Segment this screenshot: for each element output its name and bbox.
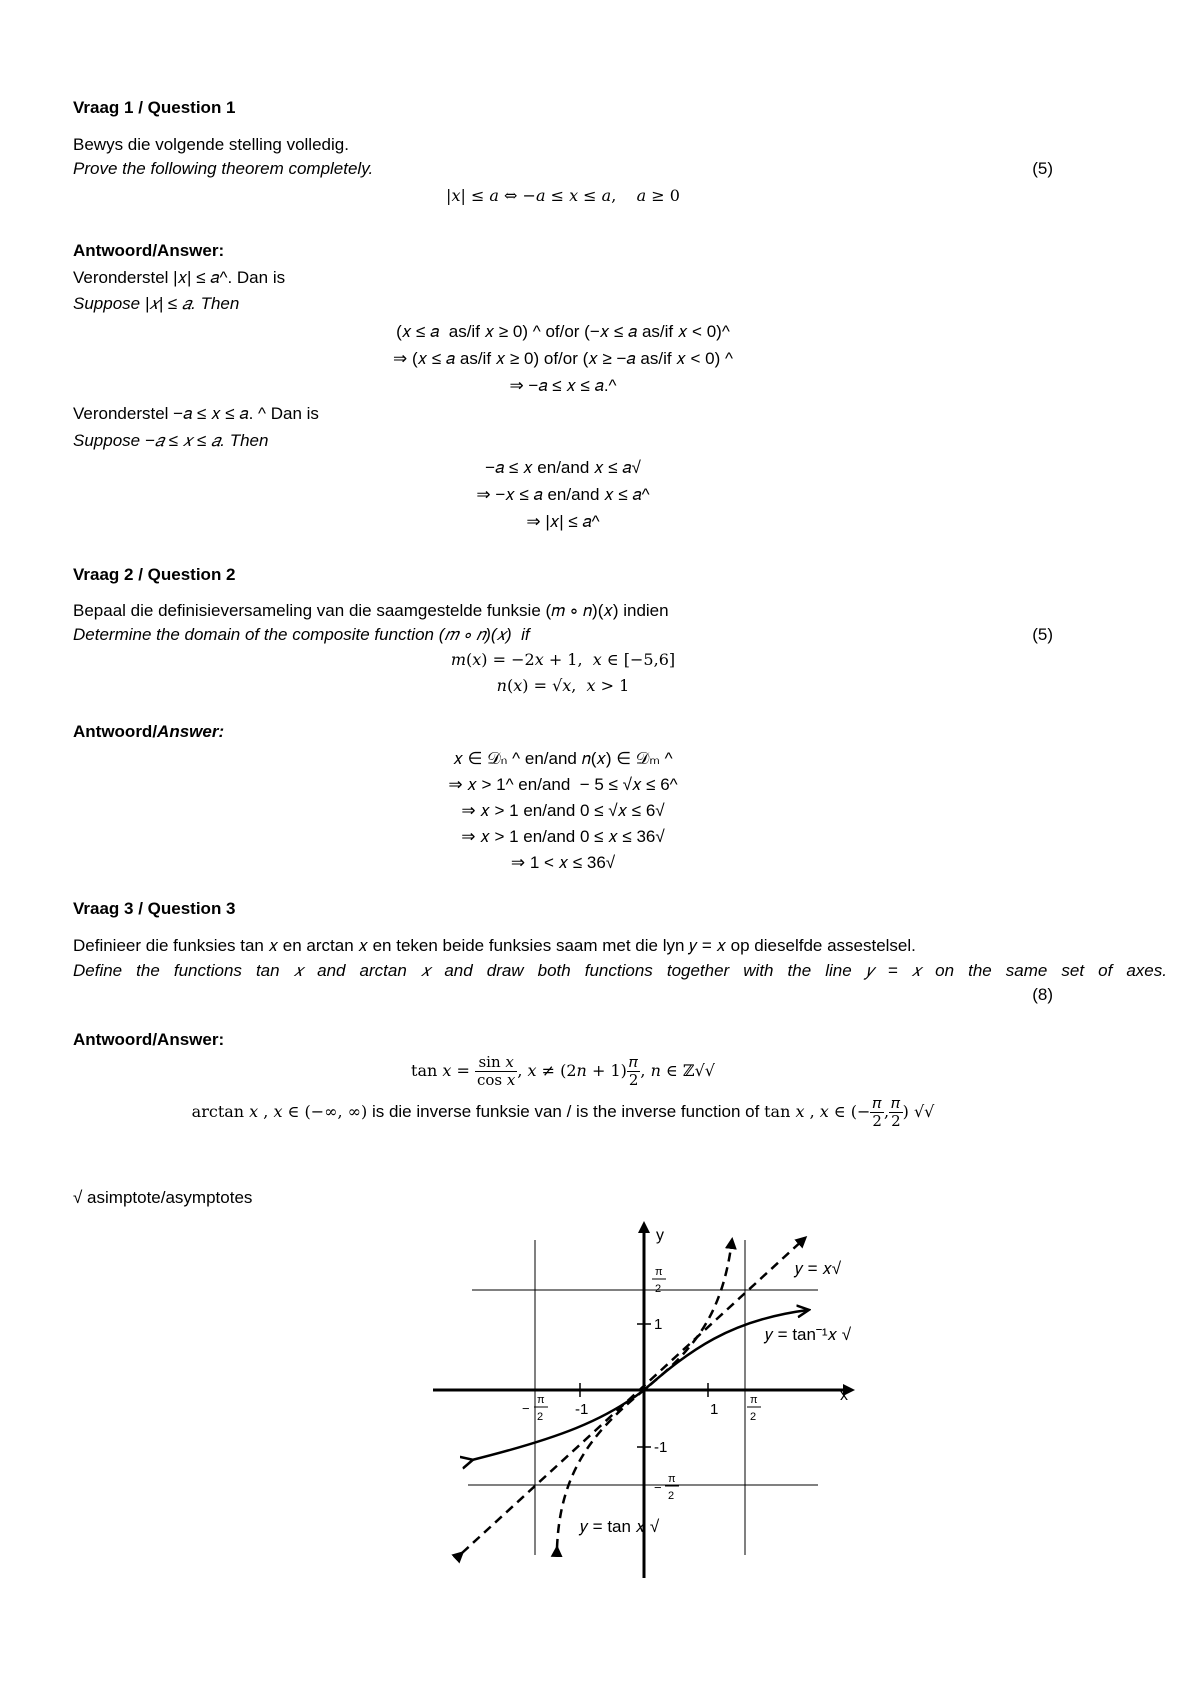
y-label-neg-pi-den: 2: [668, 1490, 675, 1502]
q2-answer-prefix: Antwoord/: [73, 722, 158, 741]
q1-suppose-en: Suppose |𝑥| ≤ 𝑎. Then: [73, 294, 240, 313]
q2-instruction-af: Bepaal die definisieversameling van die saamgestelde funksie (𝑚 ∘ 𝑛)(𝑥) indien: [73, 601, 669, 620]
q3-answer-heading: Antwoord/Answer:: [73, 1030, 225, 1049]
arctan-text: is die inverse funksie van / is the inverse function of: [367, 1102, 765, 1121]
x-label-neg-pi-num: π: [537, 1394, 545, 1406]
y-label-neg-pi-minus: −: [654, 1480, 662, 1495]
q1-step-5: ⇒ −𝑥 ≤ 𝑎 en/and 𝑥 ≤ 𝑎^: [476, 485, 650, 504]
y-label-1: 1: [654, 1316, 663, 1333]
interval-close: ) √√: [902, 1102, 935, 1121]
q2-step-2: ⇒ 𝑥 > 1^ en/and − 5 ≤ √𝑥 ≤ 6^: [448, 775, 678, 794]
y-label-pi-num: π: [655, 1266, 663, 1278]
cos-denominator: cos 𝑥: [477, 1071, 516, 1090]
q2-step-5: ⇒ 1 < 𝑥 ≤ 36√: [510, 853, 616, 872]
tan-integer-condition: , 𝑛 ∈ ℤ√√: [640, 1061, 715, 1080]
arctan-domain: arctan 𝑥 , 𝑥 ∈ (−∞, ∞): [191, 1102, 368, 1121]
interval-comma: ,: [883, 1102, 890, 1121]
arctan-curve: [472, 1310, 808, 1460]
q1-suppose2-af: Veronderstel −𝑎 ≤ 𝑥 ≤ 𝑎. ^ Dan is: [73, 404, 319, 423]
sin-numerator: sin 𝑥: [475, 1054, 517, 1072]
q1-instruction-af: Bewys die volgende stelling volledig.: [73, 135, 349, 154]
two-denominator-right: 2: [891, 1112, 901, 1131]
q1-step-4: −𝑎 ≤ 𝑥 en/and 𝑥 ≤ 𝑎√: [485, 458, 641, 477]
y-label-neg-1: -1: [654, 1439, 668, 1456]
q2-instruction-en: Determine the domain of the composite function (𝑚 ∘ 𝑛)(𝑥) if: [73, 625, 530, 644]
q3-marks: (8): [1032, 985, 1053, 1004]
pi-numerator-right: 𝜋: [889, 1095, 903, 1113]
q2-step-1: 𝑥 ∈ 𝒟ₙ ^ en/and 𝑛(𝑥) ∈ 𝒟ₘ ^: [453, 749, 673, 768]
q1-theorem: |𝑥| ≤ 𝑎 ⇔ −𝑎 ≤ 𝑥 ≤ 𝑎, 𝑎 ≥ 0: [446, 186, 680, 205]
x-label-1: 1: [710, 1401, 719, 1418]
x-label-pi-num: π: [750, 1394, 758, 1406]
q2-def-n: 𝑛(𝑥) = √𝑥, 𝑥 > 1: [496, 676, 630, 695]
q2-step-3: ⇒ 𝑥 > 1 en/and 0 ≤ √𝑥 ≤ 6√: [461, 801, 665, 820]
q2-marks: (5): [1032, 625, 1053, 644]
question-2-heading: Vraag 2 / Question 2: [73, 565, 236, 584]
tan-condition: , 𝑥 ≠ (2𝑛 + 1): [517, 1061, 627, 1080]
q1-answer-heading: Antwoord/Answer:: [73, 241, 225, 260]
label-tan: 𝑦 = tan 𝑥 √: [580, 1517, 660, 1536]
q1-instruction-en: Prove the following theorem completely.: [73, 159, 374, 178]
two-denominator-left: 2: [872, 1112, 882, 1131]
q1-suppose2-en: Suppose −𝑎 ≤ 𝑥 ≤ 𝑎. Then: [73, 431, 269, 450]
q2-def-m: 𝑚(𝑥) = −2𝑥 + 1, 𝑥 ∈ [−5,6]: [450, 650, 676, 669]
question-1-heading: Vraag 1 / Question 1: [73, 98, 236, 117]
q1-step-1: (𝑥 ≤ 𝑎 as/if 𝑥 ≥ 0) ^ of/or (−𝑥 ≤ 𝑎 as/if 𝑥 < 0)^: [396, 322, 730, 341]
q1-step-2: ⇒ (𝑥 ≤ 𝑎 as/if 𝑥 ≥ 0) of/or (𝑥 ≥ −𝑎 as/if 𝑥 < 0) ^: [393, 349, 733, 368]
asymptote-note: √ asimptote/asymptotes: [73, 1188, 253, 1207]
two-denominator: 2: [628, 1071, 639, 1090]
y-label-neg-pi-num: π: [668, 1473, 676, 1485]
q3-instruction-af: Definieer die funksies tan 𝑥 en arctan 𝑥 en teken beide funksies saam met die lyn 𝑦 = 𝑥 op dieselfde assestelsel.: [73, 936, 916, 955]
label-arctan: 𝑦 = tan⁻¹𝑥 √: [765, 1325, 852, 1344]
q2-step-4: ⇒ 𝑥 > 1 en/and 0 ≤ 𝑥 ≤ 36√: [461, 827, 665, 846]
q2-answer-suffix: Answer:: [157, 722, 225, 741]
question-3-heading: Vraag 3 / Question 3: [73, 899, 236, 918]
x-label-pi-den: 2: [750, 1411, 757, 1423]
q1-step-6: ⇒ |𝑥| ≤ 𝑎^: [526, 512, 600, 531]
q3-instruction-en: Define the functions tan 𝑥 and arctan 𝑥 and draw both functions together with the line 𝑦 = 𝑥 on the same set of axes.: [73, 961, 1167, 980]
q1-step-3: ⇒ −𝑎 ≤ 𝑥 ≤ 𝑎.^: [509, 376, 617, 395]
tan-lhs: tan 𝑥 =: [411, 1061, 475, 1080]
x-axis-label: x: [840, 1387, 848, 1404]
arctan-tan-domain: tan 𝑥 , 𝑥 ∈ (−: [764, 1102, 871, 1121]
x-label-neg-pi-den: 2: [537, 1411, 544, 1423]
x-label-neg-pi-minus: −: [522, 1401, 530, 1416]
y-axis-label: y: [656, 1227, 664, 1244]
q1-marks: (5): [1032, 159, 1053, 178]
y-label-pi-den: 2: [655, 1283, 662, 1295]
pi-numerator-left: 𝜋: [870, 1095, 884, 1113]
q1-suppose-af: Veronderstel |𝑥| ≤ 𝑎^. Dan is: [73, 268, 286, 287]
x-label-neg-1: -1: [575, 1401, 589, 1418]
label-line-y-equals-x: 𝑦 = 𝑥√: [795, 1259, 842, 1278]
pi-numerator: 𝜋: [627, 1054, 641, 1072]
